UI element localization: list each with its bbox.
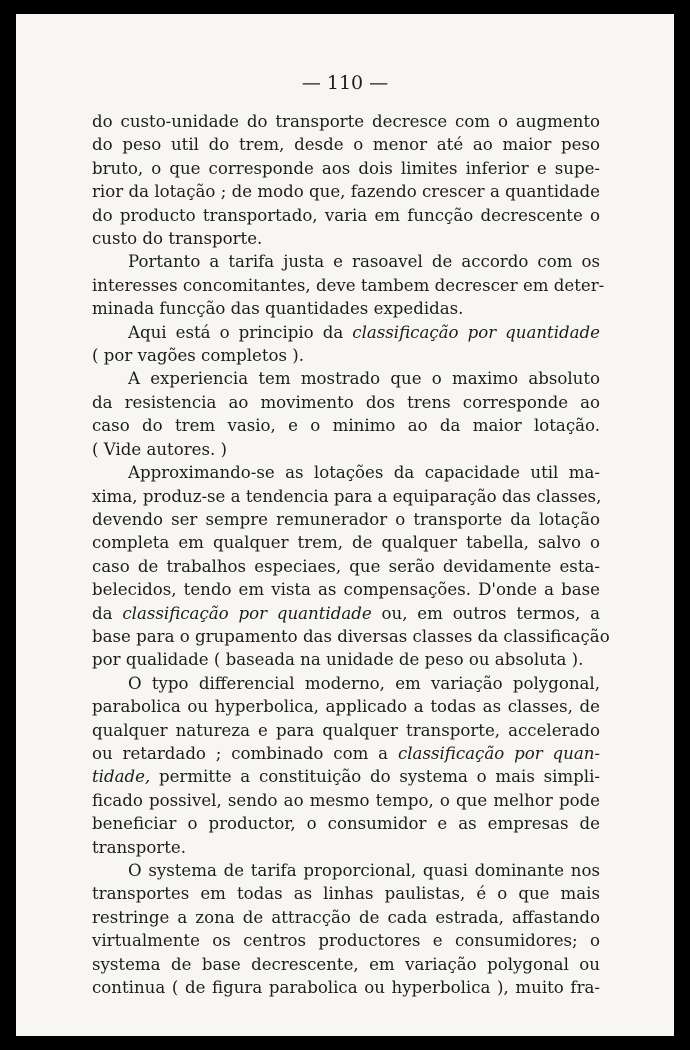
text-line: O systema de tarifa proporcional, quasi dominante nos [128,861,600,880]
text-line: virtualmente os centros productores e consumidores; o [92,931,600,951]
text-line [92,602,600,625]
text-line: do custo-unidade do transporte decresce com o augmento [92,112,600,131]
text-line: base para o grupamento das diversas classes da classificação [92,626,610,646]
text-line: O typo differencial moderno, em variação polygonal, [128,673,600,693]
text-line: por qualidade ( baseada na unidade de peso ou absoluta ). [92,650,584,670]
paragraph-5 [92,461,610,672]
text-run: Aqui está o principio da [128,322,353,342]
text-line: systema de base decrescente, em variação polygonal ou [92,954,600,974]
paragraph-1 [92,110,600,250]
text-line: ficado possivel, sendo ao mesmo tempo, o que melhor pode [92,790,600,810]
text-line: restringe a zona de attracção de cada estrada, affastando [92,907,600,927]
book-page [16,14,674,1036]
text-line: ( Vide autores. ) [92,439,227,459]
text-line: custo do transporte. [92,229,263,249]
text-line: continua ( de figura parabolica ou hyperbolica ), muito fra- [92,978,600,998]
text-line: A experiencia tem mostrado que o maximo absoluto [128,369,600,389]
text-line: belecidos, tendo em vista as compensações. D'onde a base [92,580,600,600]
text-line: bruto, o que corresponde aos dois limites inferior e supe- [92,158,600,178]
text-line: minada funcção das quantidades expedidas. [92,299,464,319]
text-line: qualquer natureza e para qualquer transporte, accelerado [92,720,600,740]
italic-term: classificação por quantidade [352,322,600,342]
paragraph-2 [92,250,605,320]
text-line [92,742,600,765]
text-line: transporte. [92,837,187,857]
text-line: parabolica ou hyperbolica, applicado a todas as classes, de [92,697,600,717]
page-number: — 110 — [301,72,389,94]
text-line: ( por vagões completos ). [92,346,305,366]
text-line [92,765,600,788]
text-line: Portanto a tarifa justa e rasoavel de accordo com os [128,252,600,272]
text-line: interesses concomitantes, deve tambem decrescer em deter- [92,275,605,295]
text-line: beneficiar o productor, o consumidor e as empresas de [92,814,600,834]
paragraph-4 [92,367,600,461]
text-line: da resistencia ao movimento dos trens corresponde ao [92,392,600,412]
text-run: ou retardado ; combinado com a [92,743,398,763]
text-line: Approximando-se as lotações da capacidade util ma- [128,463,600,483]
text-line: do peso util do trem, desde o menor até ao maior peso [92,135,600,155]
text-line: transportes em todas as linhas paulistas, é o que mais [92,884,600,904]
italic-term: tidade, [92,767,151,787]
text-line: completa em qualquer trem, de qualquer tabella, salvo o [92,533,600,553]
text-line: do producto transportado, varia em funcção decrescente o [92,205,600,225]
body-text [92,110,610,999]
text-line: devendo ser sempre remunerador o transporte da lotação [92,509,600,529]
italic-term: classificação por quan- [397,743,601,763]
text-line: caso de trabalhos especiaes, que serão devidamente esta- [92,556,600,576]
text-line: caso do trem vasio, e o minimo ao da maior lotação. [92,416,600,436]
paragraph-6 [92,672,600,859]
text-line: xima, produz-se a tendencia para a equiparação das classes, [92,486,602,506]
text-run: permitte a constituição do systema o mais simpli- [150,767,600,787]
paragraph-7 [92,859,600,999]
text-line [92,321,600,344]
text-line: rior da lotação ; de modo que, fazendo crescer a quantidade [92,182,600,202]
text-run: ou, em outros termos, a [371,603,600,623]
text-run: da [92,603,123,623]
paragraph-3 [92,321,600,368]
italic-term: classificação por quantidade [122,603,372,623]
